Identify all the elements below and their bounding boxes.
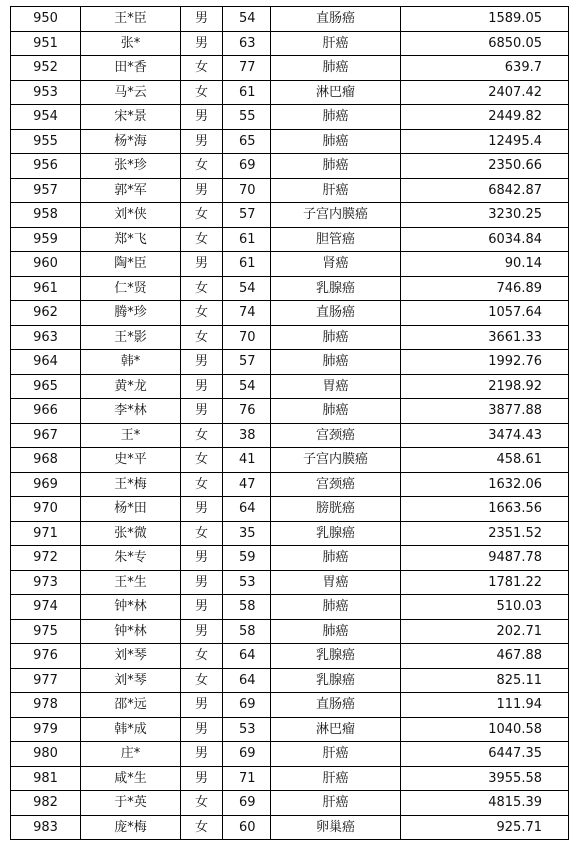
cell-gender: 女	[181, 276, 223, 301]
cell-amount: 12495.4	[401, 129, 569, 154]
cell-name: 王*	[81, 423, 181, 448]
cell-cancer-type: 乳腺癌	[271, 521, 401, 546]
table-row	[11, 80, 569, 105]
cell-cancer-type: 胃癌	[271, 570, 401, 595]
cell-amount: 2407.42	[401, 80, 569, 105]
cell-name: 张*珍	[81, 154, 181, 179]
table-row	[11, 497, 569, 522]
cell-amount: 467.88	[401, 644, 569, 669]
cell-id: 953	[11, 80, 81, 105]
cell-cancer-type: 肝癌	[271, 766, 401, 791]
cell-gender: 男	[181, 570, 223, 595]
cell-id: 961	[11, 276, 81, 301]
cell-gender: 男	[181, 619, 223, 644]
cell-amount: 6842.87	[401, 178, 569, 203]
cell-age: 64	[223, 644, 271, 669]
cell-gender: 男	[181, 693, 223, 718]
cell-age: 54	[223, 7, 271, 32]
cell-amount: 2350.66	[401, 154, 569, 179]
cell-age: 53	[223, 570, 271, 595]
cell-gender: 男	[181, 7, 223, 32]
cell-gender: 女	[181, 472, 223, 497]
cell-amount: 202.71	[401, 619, 569, 644]
cell-id: 967	[11, 423, 81, 448]
cell-amount: 1663.56	[401, 497, 569, 522]
cell-id: 972	[11, 546, 81, 571]
cell-amount: 925.71	[401, 815, 569, 840]
cell-gender: 女	[181, 203, 223, 228]
cell-gender: 女	[181, 791, 223, 816]
cell-amount: 9487.78	[401, 546, 569, 571]
cell-name: 陶*臣	[81, 252, 181, 277]
cell-age: 58	[223, 619, 271, 644]
cell-name: 庄*	[81, 742, 181, 767]
cell-id: 955	[11, 129, 81, 154]
cell-age: 64	[223, 497, 271, 522]
cell-age: 69	[223, 154, 271, 179]
table-row	[11, 717, 569, 742]
table-row	[11, 423, 569, 448]
cell-gender: 女	[181, 325, 223, 350]
cell-age: 61	[223, 80, 271, 105]
cell-cancer-type: 肺癌	[271, 129, 401, 154]
cell-name: 黄*龙	[81, 374, 181, 399]
cell-cancer-type: 宫颈癌	[271, 472, 401, 497]
cell-age: 57	[223, 350, 271, 375]
cell-age: 69	[223, 742, 271, 767]
cell-gender: 男	[181, 129, 223, 154]
cell-cancer-type: 肺癌	[271, 399, 401, 424]
cell-gender: 女	[181, 668, 223, 693]
cell-name: 于*英	[81, 791, 181, 816]
table-row	[11, 742, 569, 767]
table-row	[11, 619, 569, 644]
cell-amount: 1040.58	[401, 717, 569, 742]
cell-name: 杨*田	[81, 497, 181, 522]
cell-gender: 女	[181, 301, 223, 326]
cell-age: 61	[223, 227, 271, 252]
cell-amount: 1589.05	[401, 7, 569, 32]
cell-gender: 男	[181, 595, 223, 620]
cell-cancer-type: 子宫内膜癌	[271, 448, 401, 473]
cell-name: 仁*贤	[81, 276, 181, 301]
table-row	[11, 325, 569, 350]
table-row	[11, 815, 569, 840]
cell-cancer-type: 肝癌	[271, 791, 401, 816]
table-row	[11, 252, 569, 277]
cell-cancer-type: 肝癌	[271, 178, 401, 203]
cell-cancer-type: 肺癌	[271, 105, 401, 130]
cell-id: 982	[11, 791, 81, 816]
cell-amount: 90.14	[401, 252, 569, 277]
cell-name: 郑*飞	[81, 227, 181, 252]
cell-cancer-type: 直肠癌	[271, 301, 401, 326]
table-row	[11, 546, 569, 571]
cell-gender: 女	[181, 448, 223, 473]
cell-gender: 男	[181, 31, 223, 56]
cell-cancer-type: 直肠癌	[271, 693, 401, 718]
cell-gender: 女	[181, 815, 223, 840]
cell-id: 962	[11, 301, 81, 326]
cell-gender: 女	[181, 423, 223, 448]
cell-gender: 男	[181, 374, 223, 399]
cell-cancer-type: 肾癌	[271, 252, 401, 277]
cell-age: 47	[223, 472, 271, 497]
cell-name: 钟*林	[81, 595, 181, 620]
cell-id: 964	[11, 350, 81, 375]
cell-amount: 825.11	[401, 668, 569, 693]
table-row	[11, 766, 569, 791]
cell-name: 刘*琴	[81, 644, 181, 669]
patient-table	[10, 6, 569, 840]
table-row	[11, 668, 569, 693]
table-row	[11, 472, 569, 497]
cell-cancer-type: 胃癌	[271, 374, 401, 399]
cell-age: 77	[223, 56, 271, 81]
cell-id: 963	[11, 325, 81, 350]
cell-cancer-type: 直肠癌	[271, 7, 401, 32]
cell-gender: 男	[181, 399, 223, 424]
cell-gender: 男	[181, 766, 223, 791]
cell-name: 郭*军	[81, 178, 181, 203]
cell-cancer-type: 胆管癌	[271, 227, 401, 252]
table-row	[11, 31, 569, 56]
cell-age: 55	[223, 105, 271, 130]
cell-cancer-type: 肺癌	[271, 350, 401, 375]
cell-name: 腾*珍	[81, 301, 181, 326]
table-row	[11, 227, 569, 252]
cell-amount: 1781.22	[401, 570, 569, 595]
cell-name: 朱*专	[81, 546, 181, 571]
cell-name: 杨*海	[81, 129, 181, 154]
cell-name: 马*云	[81, 80, 181, 105]
cell-amount: 3474.43	[401, 423, 569, 448]
cell-cancer-type: 肺癌	[271, 325, 401, 350]
table-row	[11, 301, 569, 326]
cell-amount: 3877.88	[401, 399, 569, 424]
cell-id: 951	[11, 31, 81, 56]
table-row	[11, 350, 569, 375]
table-row	[11, 154, 569, 179]
cell-cancer-type: 乳腺癌	[271, 276, 401, 301]
cell-gender: 男	[181, 105, 223, 130]
cell-amount: 2351.52	[401, 521, 569, 546]
cell-id: 957	[11, 178, 81, 203]
cell-id: 974	[11, 595, 81, 620]
cell-age: 69	[223, 791, 271, 816]
cell-id: 976	[11, 644, 81, 669]
table-row	[11, 105, 569, 130]
cell-age: 63	[223, 31, 271, 56]
cell-age: 71	[223, 766, 271, 791]
cell-gender: 男	[181, 178, 223, 203]
cell-age: 70	[223, 325, 271, 350]
cell-age: 54	[223, 276, 271, 301]
cell-id: 969	[11, 472, 81, 497]
cell-id: 975	[11, 619, 81, 644]
cell-name: 刘*琴	[81, 668, 181, 693]
cell-cancer-type: 子宫内膜癌	[271, 203, 401, 228]
cell-name: 王*影	[81, 325, 181, 350]
cell-amount: 1057.64	[401, 301, 569, 326]
cell-id: 966	[11, 399, 81, 424]
cell-id: 970	[11, 497, 81, 522]
cell-id: 981	[11, 766, 81, 791]
cell-name: 庞*梅	[81, 815, 181, 840]
cell-amount: 1992.76	[401, 350, 569, 375]
cell-gender: 男	[181, 742, 223, 767]
cell-name: 咸*生	[81, 766, 181, 791]
cell-cancer-type: 肺癌	[271, 619, 401, 644]
cell-id: 980	[11, 742, 81, 767]
cell-age: 60	[223, 815, 271, 840]
cell-cancer-type: 淋巴瘤	[271, 80, 401, 105]
table-row	[11, 595, 569, 620]
cell-id: 973	[11, 570, 81, 595]
table-row	[11, 448, 569, 473]
table-row	[11, 399, 569, 424]
cell-name: 韩*成	[81, 717, 181, 742]
cell-age: 65	[223, 129, 271, 154]
cell-amount: 111.94	[401, 693, 569, 718]
table-row	[11, 570, 569, 595]
cell-gender: 女	[181, 80, 223, 105]
cell-name: 李*林	[81, 399, 181, 424]
cell-id: 968	[11, 448, 81, 473]
cell-amount: 2198.92	[401, 374, 569, 399]
cell-name: 宋*景	[81, 105, 181, 130]
cell-id: 960	[11, 252, 81, 277]
cell-gender: 女	[181, 56, 223, 81]
cell-cancer-type: 肺癌	[271, 546, 401, 571]
cell-age: 41	[223, 448, 271, 473]
cell-amount: 3661.33	[401, 325, 569, 350]
cell-id: 978	[11, 693, 81, 718]
cell-gender: 男	[181, 717, 223, 742]
cell-id: 979	[11, 717, 81, 742]
cell-id: 983	[11, 815, 81, 840]
cell-name: 钟*林	[81, 619, 181, 644]
cell-age: 38	[223, 423, 271, 448]
cell-age: 53	[223, 717, 271, 742]
table-row	[11, 203, 569, 228]
cell-id: 958	[11, 203, 81, 228]
cell-amount: 3230.25	[401, 203, 569, 228]
cell-id: 971	[11, 521, 81, 546]
cell-cancer-type: 肝癌	[271, 742, 401, 767]
cell-age: 35	[223, 521, 271, 546]
cell-name: 张*	[81, 31, 181, 56]
cell-id: 952	[11, 56, 81, 81]
cell-name: 刘*侠	[81, 203, 181, 228]
cell-cancer-type: 宫颈癌	[271, 423, 401, 448]
cell-name: 王*梅	[81, 472, 181, 497]
cell-cancer-type: 肺癌	[271, 56, 401, 81]
cell-amount: 746.89	[401, 276, 569, 301]
cell-id: 965	[11, 374, 81, 399]
cell-name: 张*微	[81, 521, 181, 546]
cell-amount: 2449.82	[401, 105, 569, 130]
table-row	[11, 276, 569, 301]
cell-gender: 女	[181, 154, 223, 179]
cell-gender: 女	[181, 227, 223, 252]
cell-age: 70	[223, 178, 271, 203]
cell-age: 57	[223, 203, 271, 228]
cell-age: 74	[223, 301, 271, 326]
cell-cancer-type: 淋巴瘤	[271, 717, 401, 742]
table-row	[11, 693, 569, 718]
cell-amount: 458.61	[401, 448, 569, 473]
cell-age: 58	[223, 595, 271, 620]
cell-gender: 女	[181, 521, 223, 546]
cell-id: 956	[11, 154, 81, 179]
cell-amount: 6447.35	[401, 742, 569, 767]
cell-gender: 女	[181, 644, 223, 669]
cell-id: 959	[11, 227, 81, 252]
cell-age: 54	[223, 374, 271, 399]
cell-cancer-type: 肺癌	[271, 154, 401, 179]
cell-name: 邵*远	[81, 693, 181, 718]
cell-cancer-type: 肺癌	[271, 595, 401, 620]
cell-id: 950	[11, 7, 81, 32]
cell-age: 64	[223, 668, 271, 693]
cell-id: 977	[11, 668, 81, 693]
table-row	[11, 129, 569, 154]
cell-amount: 4815.39	[401, 791, 569, 816]
table-row	[11, 56, 569, 81]
cell-cancer-type: 膀胱癌	[271, 497, 401, 522]
cell-cancer-type: 乳腺癌	[271, 644, 401, 669]
cell-id: 954	[11, 105, 81, 130]
cell-name: 王*臣	[81, 7, 181, 32]
table-row	[11, 178, 569, 203]
cell-age: 76	[223, 399, 271, 424]
cell-age: 61	[223, 252, 271, 277]
cell-name: 田*香	[81, 56, 181, 81]
table-row	[11, 644, 569, 669]
table-row	[11, 7, 569, 32]
patient-table-body	[11, 7, 569, 840]
cell-name: 王*生	[81, 570, 181, 595]
table-row	[11, 374, 569, 399]
cell-cancer-type: 卵巢癌	[271, 815, 401, 840]
cell-amount: 510.03	[401, 595, 569, 620]
cell-gender: 男	[181, 497, 223, 522]
cell-age: 69	[223, 693, 271, 718]
cell-cancer-type: 乳腺癌	[271, 668, 401, 693]
cell-gender: 男	[181, 252, 223, 277]
cell-amount: 639.7	[401, 56, 569, 81]
cell-cancer-type: 肝癌	[271, 31, 401, 56]
cell-amount: 6850.05	[401, 31, 569, 56]
table-row	[11, 521, 569, 546]
table-row	[11, 791, 569, 816]
cell-gender: 男	[181, 350, 223, 375]
cell-age: 59	[223, 546, 271, 571]
cell-name: 史*平	[81, 448, 181, 473]
cell-name: 韩*	[81, 350, 181, 375]
cell-amount: 3955.58	[401, 766, 569, 791]
cell-amount: 1632.06	[401, 472, 569, 497]
cell-gender: 男	[181, 546, 223, 571]
cell-amount: 6034.84	[401, 227, 569, 252]
